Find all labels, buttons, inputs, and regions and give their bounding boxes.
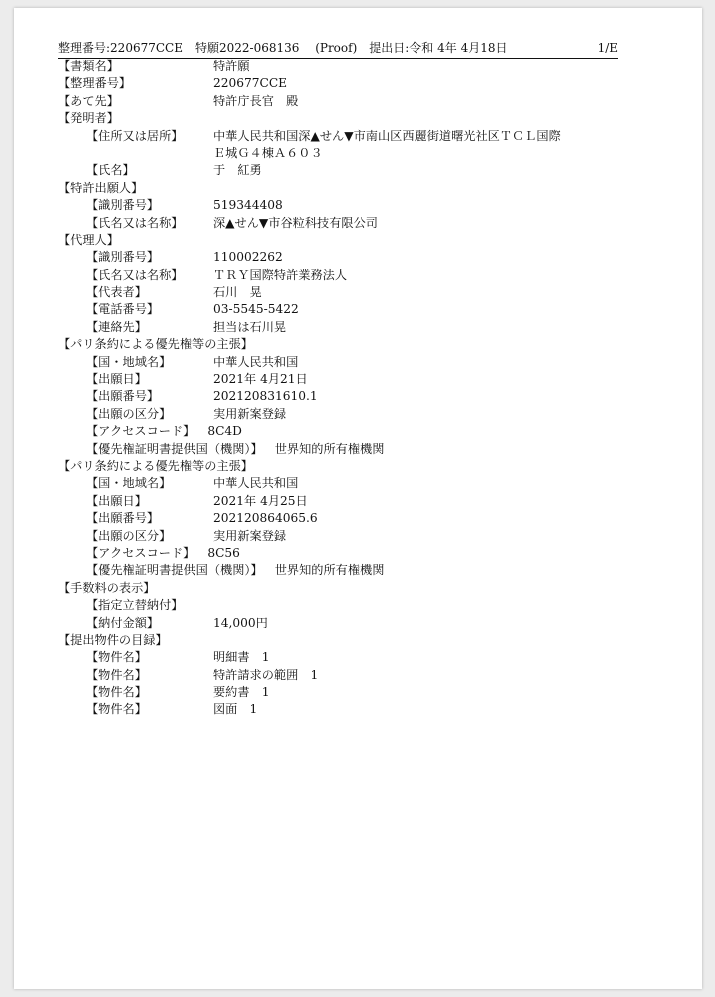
field-value: Ｅ城Ｇ４棟Ａ６０３ <box>213 145 323 160</box>
field-label: 【出願日】 <box>86 372 147 387</box>
field-agent-id <box>58 249 658 266</box>
field-applicant-name <box>58 215 658 232</box>
section-fee-display <box>58 580 658 597</box>
field-value: 中華人民共和国 <box>213 476 299 491</box>
field-value: 図面 1 <box>213 702 258 717</box>
field-value: 03-5545-5422 <box>213 302 299 317</box>
field-label: 【識別番号】 <box>86 198 160 213</box>
field-value: 石川 晃 <box>213 285 262 300</box>
field-label: 【指定立替納付】 <box>86 598 184 613</box>
section-submitted-items <box>58 632 658 649</box>
field-priority-certificate-1 <box>58 441 658 458</box>
field-agent-name <box>58 267 658 284</box>
section-priority-claim-1 <box>58 336 658 353</box>
field-payment-amount <box>58 615 658 632</box>
field-label: 【物件名】 <box>86 667 147 682</box>
field-value: 中華人民共和国深▲せん▼市南山区西麗街道曙光社区ＴＣＬ国際 <box>213 128 561 143</box>
field-label: 【アクセスコード】 <box>86 545 196 560</box>
field-label: 【優先権証明書提供国（機関）】 <box>86 441 263 456</box>
field-value: 実用新案登録 <box>213 406 287 421</box>
field-label: 【出願日】 <box>86 493 147 508</box>
field-priority-number-2 <box>58 510 658 527</box>
field-priority-access-code-1 <box>58 423 658 440</box>
field-item-4 <box>58 701 658 718</box>
field-label: 【国・地域名】 <box>86 476 172 491</box>
field-label: 【連絡先】 <box>86 319 147 334</box>
section-label: 【特許出願人】 <box>58 180 144 195</box>
field-agent-phone <box>58 301 658 318</box>
section-label: 【手数料の表示】 <box>58 580 156 595</box>
header-reference-line: 整理番号:220677CCE 特願2022-068136 (Proof) 提出日:令和 4年 4月18日 <box>58 41 508 55</box>
field-value: 担当は石川晃 <box>213 319 287 334</box>
field-label: 【優先権証明書提供国（機関）】 <box>86 563 263 578</box>
field-item-1 <box>58 649 658 666</box>
field-label: 【納付金額】 <box>86 615 160 630</box>
section-label: 【提出物件の目録】 <box>58 632 168 647</box>
field-value: 8C4D <box>207 424 242 439</box>
field-applicant-id <box>58 197 658 214</box>
field-value: 2021年 4月21日 <box>213 372 308 387</box>
field-label: 【出願の区分】 <box>86 406 172 421</box>
field-value: 要約書 1 <box>213 685 270 700</box>
field-priority-certificate-2 <box>58 562 658 579</box>
document-header <box>58 40 618 59</box>
field-label: 【物件名】 <box>86 650 147 665</box>
field-label: 【氏名又は名称】 <box>86 215 184 230</box>
field-value: 特許庁長官 殿 <box>213 93 299 108</box>
field-priority-country-1 <box>58 354 658 371</box>
field-value: 202120831610.1 <box>213 389 318 404</box>
field-inventor-name <box>58 162 658 179</box>
field-label: 【氏名又は名称】 <box>86 267 184 282</box>
field-value: 110002262 <box>213 250 283 265</box>
field-priority-country-2 <box>58 475 658 492</box>
field-label: 【整理番号】 <box>58 76 132 91</box>
field-label: 【アクセスコード】 <box>86 424 196 439</box>
field-value: 深▲せん▼市谷粒科技有限公司 <box>213 215 378 230</box>
field-item-2 <box>58 667 658 684</box>
field-value: 世界知的所有権機関 <box>274 441 385 456</box>
field-value: 実用新案登録 <box>213 528 287 543</box>
field-label: 【物件名】 <box>86 702 147 717</box>
field-priority-category-2 <box>58 528 658 545</box>
field-label: 【識別番号】 <box>86 250 160 265</box>
field-label: 【住所又は居所】 <box>86 128 184 143</box>
field-value: 于 紅勇 <box>213 163 262 178</box>
field-item-3 <box>58 684 658 701</box>
field-value: 明細書 1 <box>213 650 270 665</box>
field-value: 中華人民共和国 <box>213 354 299 369</box>
field-inventor-address-continued <box>58 145 658 162</box>
field-value: 特許請求の範囲 1 <box>213 667 319 682</box>
field-addressee <box>58 93 658 110</box>
field-label: 【代表者】 <box>86 285 147 300</box>
field-designated-payment <box>58 597 658 614</box>
field-document-type <box>58 58 658 75</box>
field-value: 世界知的所有権機関 <box>274 563 385 578</box>
field-label: 【物件名】 <box>86 685 147 700</box>
field-priority-access-code-2 <box>58 545 658 562</box>
field-value: ＴＲＹ国際特許業務法人 <box>213 267 348 282</box>
field-priority-date-2 <box>58 493 658 510</box>
header-page-number: 1/E <box>597 41 618 55</box>
field-value: 202120864065.6 <box>213 511 318 526</box>
section-label: 【代理人】 <box>58 232 119 247</box>
field-priority-number-1 <box>58 388 658 405</box>
field-value: 8C56 <box>207 545 240 560</box>
section-label: 【パリ条約による優先権等の主張】 <box>58 337 253 352</box>
field-label: 【国・地域名】 <box>86 354 172 369</box>
field-label: 【出願番号】 <box>86 389 160 404</box>
field-agent-contact <box>58 319 658 336</box>
field-inventor-address <box>58 128 658 145</box>
section-label: 【パリ条約による優先権等の主張】 <box>58 458 253 473</box>
field-value: 特許願 <box>213 59 250 73</box>
field-label: 【出願番号】 <box>86 511 160 526</box>
field-label: 【あて先】 <box>58 93 119 108</box>
field-label: 【氏名】 <box>86 163 135 178</box>
section-applicant <box>58 180 658 197</box>
section-agent <box>58 232 658 249</box>
field-reference-number <box>58 75 658 92</box>
application-fields <box>58 58 658 719</box>
field-priority-date-1 <box>58 371 658 388</box>
field-value: 220677CCE <box>213 76 288 91</box>
field-value: 14,000円 <box>213 615 268 630</box>
section-label: 【発明者】 <box>58 111 119 126</box>
field-agent-representative <box>58 284 658 301</box>
field-label: 【電話番号】 <box>86 302 160 317</box>
field-priority-category-1 <box>58 406 658 423</box>
document-page <box>14 8 702 989</box>
field-value: 519344408 <box>213 198 283 213</box>
field-label: 【書類名】 <box>58 59 119 73</box>
section-priority-claim-2 <box>58 458 658 475</box>
field-label: 【出願の区分】 <box>86 528 172 543</box>
section-inventor <box>58 110 658 127</box>
field-value: 2021年 4月25日 <box>213 493 308 508</box>
